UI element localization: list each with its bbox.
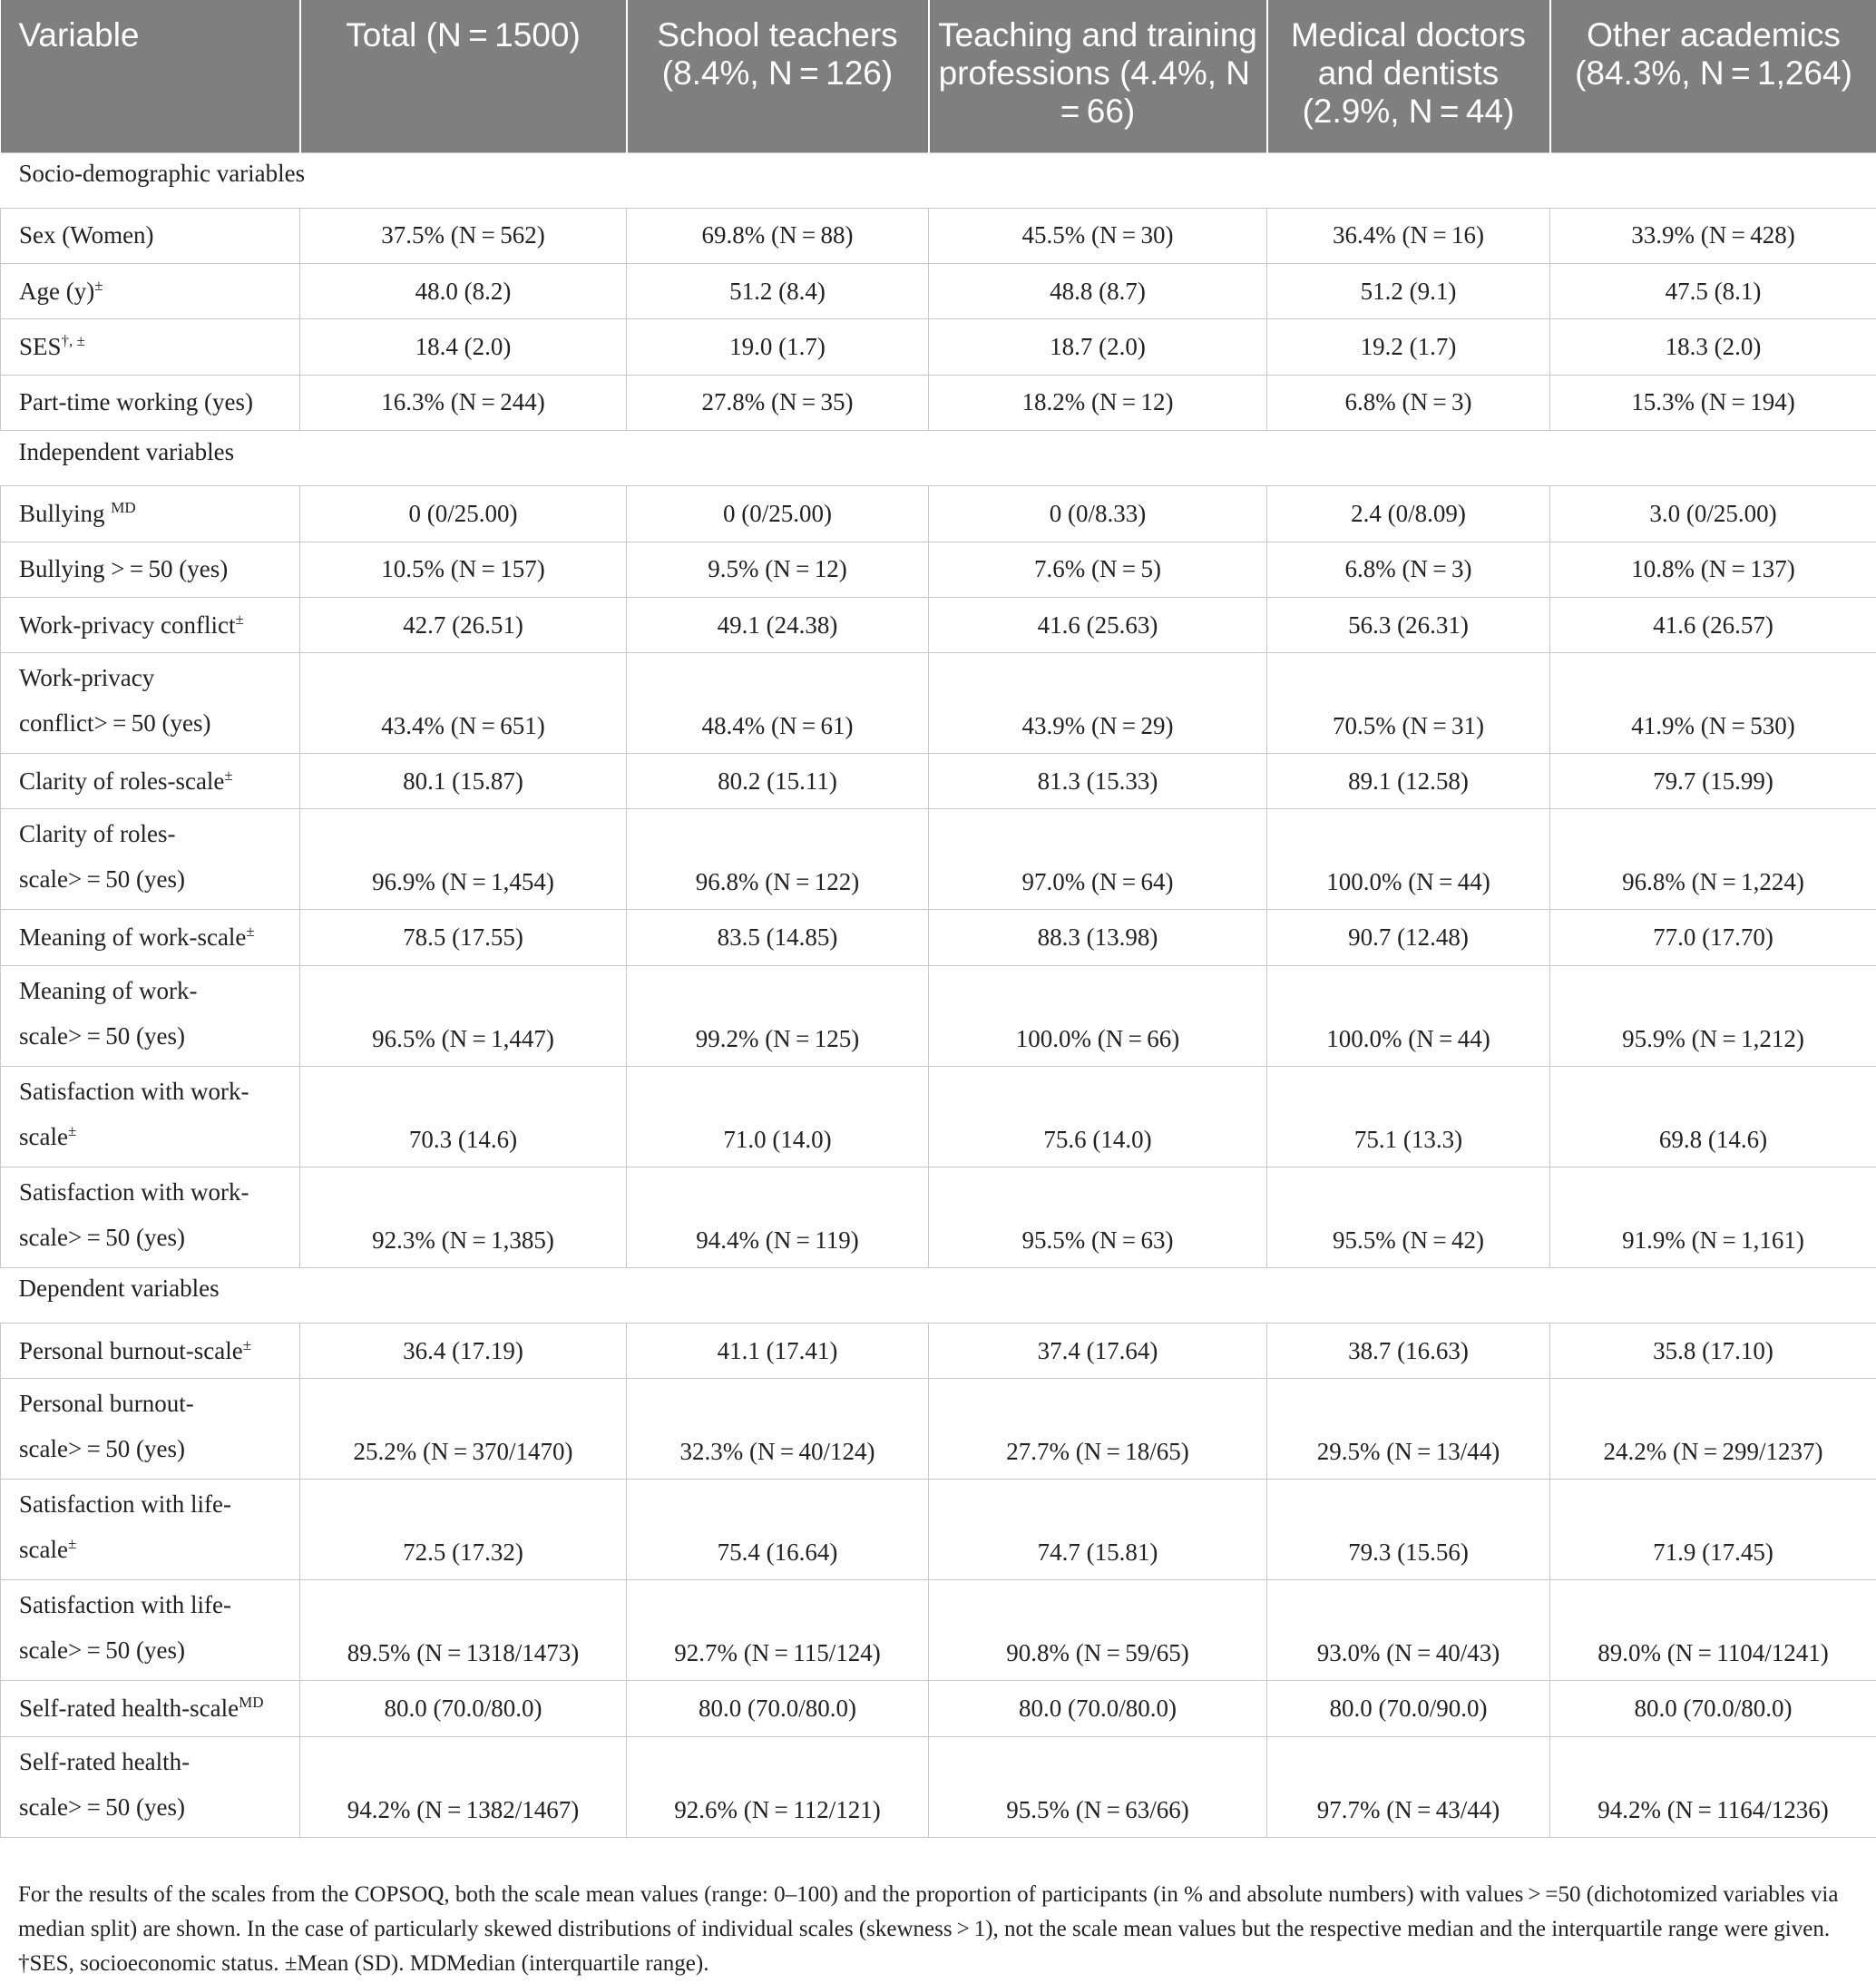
table-cell: 80.0 (70.0/80.0) xyxy=(627,1681,929,1736)
table-row xyxy=(1,910,1876,965)
section-heading: Independent variables xyxy=(1,430,1876,485)
row-label xyxy=(1,1480,300,1580)
table-cell: 75.4 (16.64) xyxy=(627,1480,929,1580)
row-label-line-1: Satisfaction with work- xyxy=(19,1077,249,1105)
table-row xyxy=(1,1580,1876,1681)
row-label xyxy=(1,542,300,597)
row-label-superscript: ± xyxy=(224,766,233,784)
row-label-text: Bullying xyxy=(19,499,112,527)
table-cell: 80.1 (15.87) xyxy=(300,754,627,809)
header-school-teachers: School teachers (8.4%, N = 126) xyxy=(627,0,929,152)
table-header xyxy=(1,0,1876,152)
table-cell: 79.3 (15.56) xyxy=(1267,1480,1550,1580)
table-cell: 97.0% (N = 64) xyxy=(929,809,1267,910)
table-cell: 48.0 (8.2) xyxy=(300,264,627,319)
table-cell: 41.1 (17.41) xyxy=(627,1324,929,1379)
row-label-line-1: Personal burnout- xyxy=(19,1390,194,1418)
table-cell: 70.5% (N = 31) xyxy=(1267,653,1550,754)
table-cell: 95.5% (N = 63/66) xyxy=(929,1736,1267,1837)
row-label-line-1: Satisfaction with life- xyxy=(19,1490,231,1519)
table-cell: 96.8% (N = 1,224) xyxy=(1550,809,1876,910)
row-label xyxy=(1,1167,300,1267)
row-label-line-2: scale xyxy=(19,1536,68,1564)
table-cell: 80.0 (70.0/80.0) xyxy=(300,1681,627,1736)
table-cell: 16.3% (N = 244) xyxy=(300,375,627,430)
table-cell: 93.0% (N = 40/43) xyxy=(1267,1580,1550,1681)
row-label-line-2: scale> = 50 (yes) xyxy=(19,1223,185,1251)
section-heading: Socio-demographic variables xyxy=(1,152,1876,208)
table-cell: 37.4 (17.64) xyxy=(929,1324,1267,1379)
table-cell: 91.9% (N = 1,161) xyxy=(1550,1167,1876,1267)
row-label-text: Clarity of roles-scale xyxy=(19,767,225,795)
row-label xyxy=(1,208,300,263)
table-cell: 0 (0/25.00) xyxy=(300,486,627,542)
table-cell: 75.6 (14.0) xyxy=(929,1066,1267,1167)
header-total: Total (N = 1500) xyxy=(300,0,627,152)
table-cell: 10.8% (N = 137) xyxy=(1550,542,1876,597)
table-cell: 0 (0/25.00) xyxy=(627,486,929,542)
row-label-text: Personal burnout-scale xyxy=(19,1336,243,1364)
row-label-line-2: scale> = 50 (yes) xyxy=(19,1021,185,1050)
table-row xyxy=(1,1167,1876,1267)
row-label xyxy=(1,264,300,319)
row-label-line-2: scale> = 50 (yes) xyxy=(19,1636,185,1665)
table-cell: 95.9% (N = 1,212) xyxy=(1550,965,1876,1066)
table-cell: 95.5% (N = 42) xyxy=(1267,1167,1550,1267)
table-cell: 37.5% (N = 562) xyxy=(300,208,627,263)
row-label-text: Self-rated health-scale xyxy=(19,1695,239,1722)
section-heading: Dependent variables xyxy=(1,1267,1876,1323)
row-label xyxy=(1,1379,300,1480)
row-label-line-1: Self-rated health- xyxy=(19,1747,191,1775)
table-cell: 19.0 (1.7) xyxy=(627,319,929,375)
table-cell: 94.2% (N = 1382/1467) xyxy=(300,1736,627,1837)
table-row xyxy=(1,486,1876,542)
table-row xyxy=(1,1736,1876,1837)
table-row xyxy=(1,375,1876,430)
table-cell: 45.5% (N = 30) xyxy=(929,208,1267,263)
row-label xyxy=(1,319,300,375)
row-label-line-2: scale> = 50 (yes) xyxy=(19,865,185,894)
row-label-line-2: conflict> = 50 (yes) xyxy=(19,709,211,738)
table-row xyxy=(1,1480,1876,1580)
table-cell: 6.8% (N = 3) xyxy=(1267,375,1550,430)
table-cell: 18.7 (2.0) xyxy=(929,319,1267,375)
table-row xyxy=(1,1066,1876,1167)
table-cell: 89.5% (N = 1318/1473) xyxy=(300,1580,627,1681)
row-label-line-2: scale> = 50 (yes) xyxy=(19,1793,185,1821)
table-cell: 72.5 (17.32) xyxy=(300,1480,627,1580)
row-label-text: Sex (Women) xyxy=(19,221,154,249)
table-cell: 100.0% (N = 66) xyxy=(929,965,1267,1066)
table-cell: 41.9% (N = 530) xyxy=(1550,653,1876,754)
table-cell: 96.8% (N = 122) xyxy=(627,809,929,910)
table-cell: 47.5 (8.1) xyxy=(1550,264,1876,319)
row-label-line-1: Satisfaction with life- xyxy=(19,1591,231,1619)
table-cell: 18.3 (2.0) xyxy=(1550,319,1876,375)
table-cell: 100.0% (N = 44) xyxy=(1267,965,1550,1066)
row-label-superscript: ± xyxy=(235,610,244,628)
section-row xyxy=(1,152,1876,208)
row-label-text: Bullying > = 50 (yes) xyxy=(19,555,229,583)
row-label xyxy=(1,1580,300,1681)
table-cell: 49.1 (24.38) xyxy=(627,597,929,652)
table-row xyxy=(1,264,1876,319)
row-label-line-1: Clarity of roles- xyxy=(19,820,176,848)
table-row xyxy=(1,1379,1876,1480)
table-cell: 78.5 (17.55) xyxy=(300,910,627,965)
table-cell: 3.0 (0/25.00) xyxy=(1550,486,1876,542)
table-body xyxy=(1,152,1876,1837)
table-cell: 32.3% (N = 40/124) xyxy=(627,1379,929,1480)
table-cell: 89.0% (N = 1104/1241) xyxy=(1550,1580,1876,1681)
row-label-text: Work-privacy conflict xyxy=(19,611,236,639)
table-cell: 92.7% (N = 115/124) xyxy=(627,1580,929,1681)
table-cell: 80.2 (15.11) xyxy=(627,754,929,809)
row-label xyxy=(1,1736,300,1837)
row-label xyxy=(1,910,300,965)
table-cell: 89.1 (12.58) xyxy=(1267,754,1550,809)
table-cell: 36.4 (17.19) xyxy=(300,1324,627,1379)
table-cell: 48.8 (8.7) xyxy=(929,264,1267,319)
table-cell: 83.5 (14.85) xyxy=(627,910,929,965)
table-cell: 41.6 (26.57) xyxy=(1550,597,1876,652)
table-cell: 88.3 (13.98) xyxy=(929,910,1267,965)
table-cell: 43.4% (N = 651) xyxy=(300,653,627,754)
table-cell: 80.0 (70.0/80.0) xyxy=(929,1681,1267,1736)
row-label-line-2: scale> = 50 (yes) xyxy=(19,1435,185,1463)
table-cell: 9.5% (N = 12) xyxy=(627,542,929,597)
table-row xyxy=(1,208,1876,263)
row-label xyxy=(1,965,300,1066)
row-label xyxy=(1,597,300,652)
row-label xyxy=(1,375,300,430)
row-label-text: SES xyxy=(19,333,62,361)
table-cell: 69.8% (N = 88) xyxy=(627,208,929,263)
row-label xyxy=(1,809,300,910)
row-label-line-1: Meaning of work- xyxy=(19,976,198,1004)
table-cell: 43.9% (N = 29) xyxy=(929,653,1267,754)
row-label-text: Meaning of work-scale xyxy=(19,923,247,952)
table-cell: 74.7 (15.81) xyxy=(929,1480,1267,1580)
table-cell: 38.7 (16.63) xyxy=(1267,1324,1550,1379)
header-variable: Variable xyxy=(1,0,300,152)
header-other-academics: Other academics (84.3%, N = 1,264) xyxy=(1550,0,1876,152)
row-label xyxy=(1,1681,300,1736)
row-label-superscript: ± xyxy=(67,1535,77,1553)
row-label xyxy=(1,1324,300,1379)
row-label-text: Part-time working (yes) xyxy=(19,388,253,416)
row-label-superscript: ± xyxy=(246,923,255,941)
table-cell: 41.6 (25.63) xyxy=(929,597,1267,652)
row-label-superscript: †, ± xyxy=(61,332,85,350)
row-label xyxy=(1,1066,300,1167)
table-row xyxy=(1,754,1876,809)
table-cell: 33.9% (N = 428) xyxy=(1550,208,1876,263)
table-footnote: For the results of the scales from the COPSOQ, both the scale mean values (range: 0–100) and the proportion of participants (in % and absolute numbers) with values > =50 (dichotomized variables via median split) are shown. In the case of particularly skewed distributions of individual scales (skewness > 1), not the scale mean values but the respective median and the interquartile range were given. †SES, socioeconomic status. ±Mean (SD). MDMedian (interquartile range). xyxy=(18,1882,1839,1976)
table-row xyxy=(1,542,1876,597)
table-cell: 79.7 (15.99) xyxy=(1550,754,1876,809)
table-cell: 90.8% (N = 59/65) xyxy=(929,1580,1267,1681)
table-cell: 18.2% (N = 12) xyxy=(929,375,1267,430)
table-cell: 27.8% (N = 35) xyxy=(627,375,929,430)
row-label-line-1: Work-privacy xyxy=(19,664,155,692)
row-label-superscript: ± xyxy=(67,1121,77,1139)
header-medical-doctors: Medical doctors and dentists (2.9%, N = 44) xyxy=(1267,0,1550,152)
table-cell: 24.2% (N = 299/1237) xyxy=(1550,1379,1876,1480)
table-cell: 42.7 (26.51) xyxy=(300,597,627,652)
row-label-superscript: ± xyxy=(242,1335,252,1353)
table-cell: 70.3 (14.6) xyxy=(300,1066,627,1167)
table-cell: 6.8% (N = 3) xyxy=(1267,542,1550,597)
row-label-superscript: ± xyxy=(94,276,103,294)
table-cell: 2.4 (0/8.09) xyxy=(1267,486,1550,542)
row-label xyxy=(1,653,300,754)
table-row xyxy=(1,319,1876,375)
table-cell: 29.5% (N = 13/44) xyxy=(1267,1379,1550,1480)
row-label-line-2: scale xyxy=(19,1122,68,1150)
table-cell: 99.2% (N = 125) xyxy=(627,965,929,1066)
table-cell: 10.5% (N = 157) xyxy=(300,542,627,597)
table-cell: 15.3% (N = 194) xyxy=(1550,375,1876,430)
table-row xyxy=(1,1324,1876,1379)
table-row xyxy=(1,809,1876,910)
table-cell: 25.2% (N = 370/1470) xyxy=(300,1379,627,1480)
section-row xyxy=(1,1267,1876,1323)
table-cell: 100.0% (N = 44) xyxy=(1267,809,1550,910)
table-cell: 81.3 (15.33) xyxy=(929,754,1267,809)
table-cell: 92.3% (N = 1,385) xyxy=(300,1167,627,1267)
table-cell: 51.2 (8.4) xyxy=(627,264,929,319)
table-cell: 80.0 (70.0/90.0) xyxy=(1267,1681,1550,1736)
table-cell: 95.5% (N = 63) xyxy=(929,1167,1267,1267)
table-row xyxy=(1,597,1876,652)
table-row xyxy=(1,965,1876,1066)
table-cell: 69.8 (14.6) xyxy=(1550,1066,1876,1167)
table-cell: 92.6% (N = 112/121) xyxy=(627,1736,929,1837)
header-teaching-training: Teaching and training professions (4.4%, N = 66) xyxy=(929,0,1267,152)
table-cell: 71.9 (17.45) xyxy=(1550,1480,1876,1580)
table-cell: 71.0 (14.0) xyxy=(627,1066,929,1167)
table-cell: 7.6% (N = 5) xyxy=(929,542,1267,597)
table-cell: 0 (0/8.33) xyxy=(929,486,1267,542)
table-row xyxy=(1,1681,1876,1736)
table-cell: 97.7% (N = 43/44) xyxy=(1267,1736,1550,1837)
table-cell: 96.5% (N = 1,447) xyxy=(300,965,627,1066)
table-cell: 51.2 (9.1) xyxy=(1267,264,1550,319)
table-cell: 96.9% (N = 1,454) xyxy=(300,809,627,910)
table-cell: 94.4% (N = 119) xyxy=(627,1167,929,1267)
row-label-superscript: MD xyxy=(111,498,136,516)
section-row xyxy=(1,430,1876,485)
table-cell: 90.7 (12.48) xyxy=(1267,910,1550,965)
table-cell: 77.0 (17.70) xyxy=(1550,910,1876,965)
table-cell: 19.2 (1.7) xyxy=(1267,319,1550,375)
table-cell: 36.4% (N = 16) xyxy=(1267,208,1550,263)
table-cell: 35.8 (17.10) xyxy=(1550,1324,1876,1379)
row-label-superscript: MD xyxy=(239,1694,264,1711)
table-row xyxy=(1,653,1876,754)
row-label xyxy=(1,486,300,542)
row-label-line-1: Satisfaction with work- xyxy=(19,1177,249,1206)
row-label xyxy=(1,754,300,809)
table-cell: 94.2% (N = 1164/1236) xyxy=(1550,1736,1876,1837)
table-cell: 56.3 (26.31) xyxy=(1267,597,1550,652)
table-cell: 18.4 (2.0) xyxy=(300,319,627,375)
row-label-text: Age (y) xyxy=(19,277,95,305)
table-cell: 75.1 (13.3) xyxy=(1267,1066,1550,1167)
table-cell: 80.0 (70.0/80.0) xyxy=(1550,1681,1876,1736)
table-cell: 48.4% (N = 61) xyxy=(627,653,929,754)
table-cell: 27.7% (N = 18/65) xyxy=(929,1379,1267,1480)
